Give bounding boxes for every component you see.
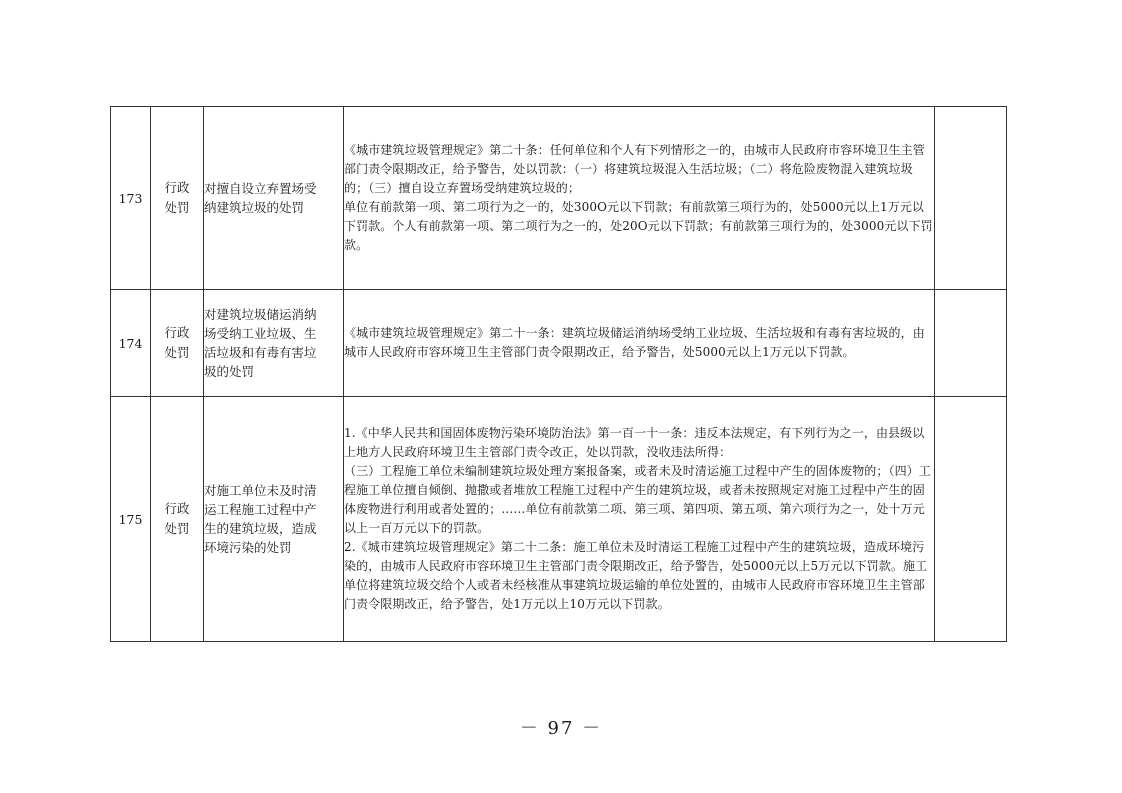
row-legal-basis <box>344 107 935 290</box>
item-line: 纳建筑垃圾的处罚 <box>204 200 305 215</box>
category-line: 行政 <box>164 501 190 516</box>
category-line: 处罚 <box>164 521 190 536</box>
row-item <box>204 290 344 397</box>
row-legal-basis <box>344 397 935 642</box>
row-remark <box>935 290 1007 397</box>
page-number: － 97 － <box>519 718 603 739</box>
basis-paragraph: 单位有前款第一项、第二项行为之一的，处300O元以下罚款；有前款第三项行为的，处5000元以上1万元以下罚款。个人有前款第一项、第二项行为之一的，处20O元以下罚款；有前款第三项行为的，处3000元以下罚款。 <box>344 200 933 252</box>
item-line: 运工程施工过程中产 <box>204 502 317 517</box>
basis-paragraph: 《城市建筑垃圾管理规定》第二十一条：建筑垃圾储运消纳场受纳工业垃圾、生活垃圾和有毒有害垃圾的，由城市人民政府市容环境卫生主管部门责令限期改正，给予警告，处5000元以上1万元以下罚款。 <box>344 326 925 359</box>
table-row-173 <box>111 107 1007 290</box>
row-legal-basis <box>344 290 935 397</box>
item-line: 圾的处罚 <box>204 364 255 379</box>
row-number: 174 <box>111 290 151 397</box>
item-line: 生的建筑垃圾，造成 <box>204 521 317 536</box>
basis-paragraph: 2.《城市建筑垃圾管理规定》第二十二条：施工单位未及时清运工程施工过程中产生的建筑垃圾，造成环境污染的，由城市人民政府市容环境卫生主管部门责令限期改正，给予警告，处5000元以上5万元以下罚款。施工单位将建筑垃圾交给个人或者未经核准从事建筑垃圾运输的单位处置的，由城市人民政府市容环境卫生主管部门责令限期改正，给予警告，处1万元以上10万元以下罚款。 <box>344 540 928 611</box>
item-line: 对施工单位未及时清 <box>204 483 317 498</box>
row-remark <box>935 397 1007 642</box>
table-row-175 <box>111 397 1007 642</box>
row-category <box>151 397 204 642</box>
basis-paragraph: 1.《中华人民共和国固体废物污染环境防治法》第一百一十一条：违反本法规定，有下列行为之一，由县级以上地方人民政府环境卫生主管部门责令改正，处以罚款，没收违法所得： <box>344 426 925 459</box>
item-line: 对擅自设立弃置场受 <box>204 181 317 196</box>
item-line: 场受纳工业垃圾、生 <box>204 326 317 341</box>
basis-paragraph: （三）工程施工单位未编制建筑垃圾处理方案报备案，或者未及时清运施工过程中产生的固体废物的；（四）工程施工单位擅自倾倒、抛撒或者堆放工程施工过程中产生的建筑垃圾，或者未按照规定对施工过程中产生的固体废物进行利用或者处置的；……单位有前款第二项、第三项、第四项、第五项、第六项行为之一，处十万元以上一百万元以下的罚款。 <box>344 464 931 535</box>
row-remark <box>935 107 1007 290</box>
row-category <box>151 290 204 397</box>
category-line: 行政 <box>164 180 190 195</box>
item-line: 活垃圾和有毒有害垃 <box>204 345 317 360</box>
category-line: 处罚 <box>164 200 190 215</box>
row-category <box>151 107 204 290</box>
row-number: 175 <box>111 397 151 642</box>
basis-paragraph: 《城市建筑垃圾管理规定》第二十条：任何单位和个人有下列情形之一的，由城市人民政府市容环境卫生主管部门责令限期改正，给予警告，处以罚款：（一）将建筑垃圾混入生活垃圾；（二）将危险废物混入建筑垃圾的；（三）擅自设立弃置场受纳建筑垃圾的； <box>344 143 925 195</box>
category-line: 处罚 <box>164 345 190 360</box>
category-line: 行政 <box>164 325 190 340</box>
table-row-174 <box>111 290 1007 397</box>
item-line: 环境污染的处罚 <box>204 540 292 555</box>
penalty-table <box>110 106 1007 642</box>
row-number: 173 <box>111 107 151 290</box>
row-item <box>204 107 344 290</box>
row-item <box>204 397 344 642</box>
item-line: 对建筑垃圾储运消纳 <box>204 307 317 322</box>
